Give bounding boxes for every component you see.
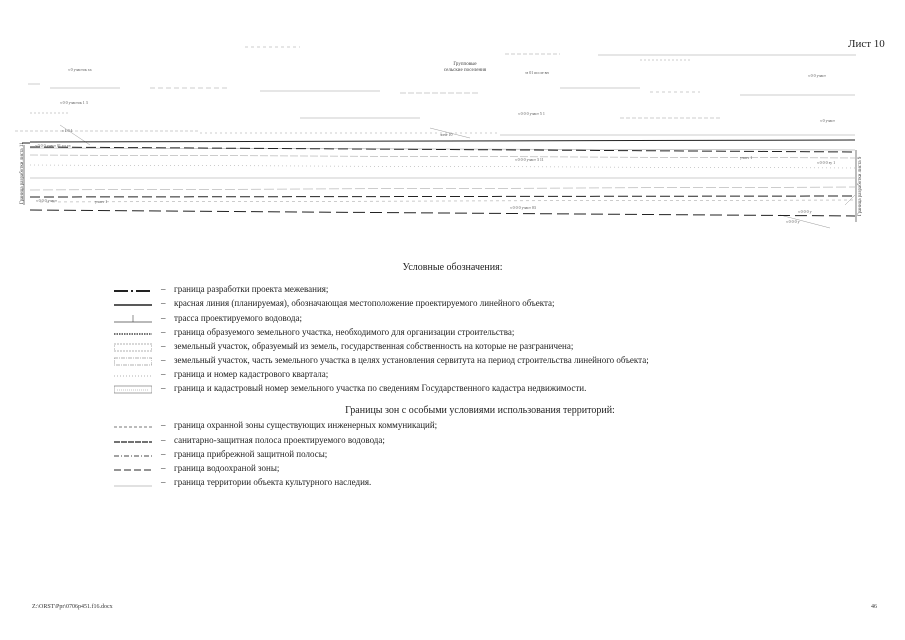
map-label: з 0 участ	[820, 118, 835, 123]
legend-symbol-servitude	[114, 356, 152, 367]
legend-text: красная линия (планируемая), обозначающая местоположение проектируемого линейного объекта;	[174, 298, 555, 308]
map-right-vertical-label: Граница разработки листа 9	[858, 156, 863, 216]
footer-file-path: Z:\ORST\Ppr\0706р451.f16.docx	[32, 604, 113, 610]
zones-title: Границы зон с особыми условиями использования территорий:	[345, 405, 615, 416]
map-label: з 0 0 0 участ	[36, 198, 57, 203]
map-label: участ 1	[740, 155, 753, 160]
legend-dash: –	[161, 298, 166, 308]
legend-symbol-state-land	[114, 342, 152, 353]
zone-text: граница территории объекта культурного наследия.	[174, 477, 372, 487]
legend-symbol-cadastral-quarter	[114, 370, 152, 381]
map-label: з 0 0 0 участ 01 ул ул	[35, 143, 71, 148]
map-label: з 0 0 0 у	[798, 209, 812, 214]
zone-dash: –	[161, 435, 166, 445]
legend-dash: –	[161, 313, 166, 323]
legend-dash: –	[161, 284, 166, 294]
zone-symbol-sanitary-strip	[114, 436, 152, 447]
legend-symbol-plot-boundary	[114, 328, 152, 339]
map-left-vertical-label: Граница разработки листа 11	[20, 142, 25, 204]
legend-dash: –	[161, 327, 166, 337]
legend-symbol-water-route	[114, 314, 152, 325]
map-label: з 0 0 участ	[808, 73, 826, 78]
legend-text: граница и номер кадастрового квартала;	[174, 369, 329, 379]
zone-symbol-utility-protection	[114, 421, 152, 432]
legend-symbol-red-line	[114, 299, 152, 310]
legend-dash: –	[161, 383, 166, 393]
map-fragment	[0, 0, 905, 240]
map-label: з 0 0 0 участ 03	[510, 205, 536, 210]
map-label: з 0 участок хх	[68, 67, 92, 72]
zone-text: граница водоохраной зоны;	[174, 463, 280, 473]
zone-symbol-coastal-strip	[114, 450, 152, 461]
legend-text: земельный участок, образуемый из земель, государственная собственность на которые не разграничена;	[174, 341, 574, 351]
map-center-label-line2: сельские поселения	[443, 68, 487, 73]
zone-symbol-cultural-heritage	[114, 478, 152, 489]
map-label: з 0 0 0 зу 1	[817, 160, 836, 165]
map-label: участ 1	[95, 199, 108, 204]
zone-symbol-water-protection	[114, 464, 152, 475]
legend-title: Условные обозначения:	[402, 262, 503, 273]
legend-symbol-cadastral-plot	[114, 384, 152, 395]
legend-text: граница разработки проекта межевания;	[174, 284, 329, 294]
zone-text: граница охранной зоны существующих инженерных коммуникаций;	[174, 420, 438, 430]
map-label: з 0 0 0 участ 3 11	[515, 157, 544, 162]
legend-dash: –	[161, 355, 166, 365]
legend-text: трасса проектируемого водовода;	[174, 313, 302, 323]
legend-text: земельный участок, часть земельного участка в целях установления сервитута на период строительства линейного объекта;	[174, 355, 649, 365]
legend-dash: –	[161, 369, 166, 379]
map-main-lines	[22, 140, 856, 222]
map-label: з 0 0 0 у	[786, 219, 800, 224]
zone-dash: –	[161, 463, 166, 473]
legend-text: граница и кадастровый номер земельного участка по сведениям Государственного кадастра недвижимости.	[174, 383, 587, 393]
map-label: з 1 0 1	[62, 128, 73, 133]
zone-dash: –	[161, 449, 166, 459]
zone-text: санитарно-защитная полоса проектируемого водовода;	[174, 435, 385, 445]
sheet-number: Лист 10	[848, 38, 885, 50]
legend-text: граница образуемого земельного участка, необходимого для организации строительства;	[174, 327, 515, 337]
legend-dash: –	[161, 341, 166, 351]
map-label: з 0 0 0 участ 5 1	[518, 111, 545, 116]
map-center-label-line1: Групповые	[453, 62, 477, 67]
zone-text: граница прибрежной защитной полосы;	[174, 449, 328, 459]
map-label: зоне 10	[440, 132, 453, 137]
legend-symbol-project-boundary	[114, 285, 152, 296]
map-label: зз 01 иссле вн	[525, 70, 549, 75]
map-label: з 0 0 участок 1 3	[60, 100, 88, 105]
zone-dash: –	[161, 477, 166, 487]
map-center-label	[435, 62, 495, 74]
zone-dash: –	[161, 420, 166, 430]
page-number: 46	[871, 604, 877, 610]
map-faint-lines	[15, 47, 856, 228]
